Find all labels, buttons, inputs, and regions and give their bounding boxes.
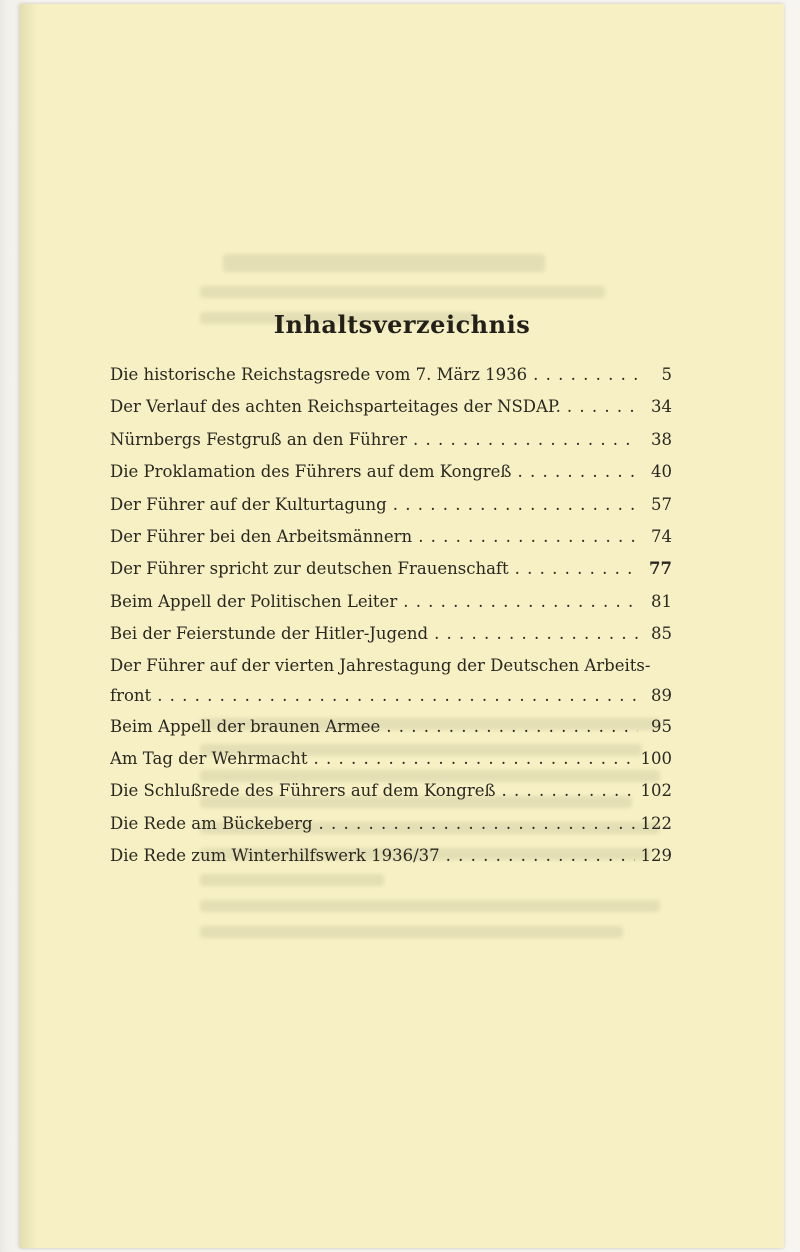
- leader-dots: [567, 391, 638, 423]
- toc-entry: [110, 553, 672, 585]
- leader-dots: [403, 586, 638, 618]
- toc-entry-title: Bei der Feierstunde der Hitler-Jugend: [110, 624, 429, 644]
- toc-entry-title: Die Proklamation des Führers auf dem Kongreß: [110, 462, 512, 482]
- toc-entry-title: Die Schlußrede des Führers auf dem Kongreß: [110, 781, 496, 801]
- leader-dots: [413, 424, 638, 456]
- toc-entry-title-continued: front: [110, 685, 152, 705]
- toc-entry-page: 95: [651, 716, 672, 736]
- leader-dots: [517, 456, 638, 488]
- leader-dots: [314, 743, 635, 775]
- leader-dots: [434, 618, 638, 650]
- toc-entry: [110, 456, 672, 488]
- toc-entry-page: 57: [651, 494, 672, 514]
- toc-entry-title: Der Verlauf des achten Reichsparteitages der NSDAP.: [110, 397, 561, 417]
- toc-entry-page: 5: [661, 364, 672, 384]
- toc-entry-page: 74: [651, 526, 672, 546]
- toc-entry-page: 100: [640, 748, 672, 768]
- leader-dots: [515, 553, 638, 585]
- page-title: Inhaltsverzeichnis: [273, 310, 531, 339]
- toc-entry-title: Beim Appell der Politischen Leiter: [110, 591, 398, 611]
- toc-entry: [110, 651, 672, 711]
- toc-entry-title: Nürnbergs Festgruß an den Führer: [110, 429, 407, 449]
- toc-entry: [110, 391, 672, 423]
- toc-entry-title: Der Führer auf der Kulturtagung: [110, 494, 387, 514]
- toc-entry: [110, 808, 672, 840]
- toc-entry-page: 129: [640, 846, 672, 866]
- book-page: [20, 4, 784, 1248]
- toc-entry: [110, 424, 672, 456]
- toc-entry-page: 34: [651, 397, 672, 417]
- toc-entry-page: 77: [649, 559, 672, 579]
- leader-dots: [386, 711, 638, 743]
- leader-dots: [157, 681, 638, 711]
- toc-entry: [110, 618, 672, 650]
- leader-dots: [418, 521, 638, 553]
- leader-dots: [319, 808, 635, 840]
- toc-entry-page: 122: [640, 813, 672, 833]
- leader-dots: [502, 775, 635, 807]
- toc-entry-page: 81: [651, 591, 672, 611]
- toc-entry-title: Der Führer auf der vierten Jahrestagung der Deutschen Arbeits-: [110, 655, 651, 675]
- toc-entry-page: 89: [651, 685, 672, 705]
- toc-entry: [110, 586, 672, 618]
- toc-entry-title: Der Führer bei den Arbeitsmännern: [110, 526, 413, 546]
- toc-entry-title: Am Tag der Wehrmacht: [110, 748, 308, 768]
- toc-entry: [110, 521, 672, 553]
- toc-entry-page: 40: [651, 462, 672, 482]
- toc-entry-title: Die Rede am Bückeberg: [110, 813, 313, 833]
- toc-entry: [110, 711, 672, 743]
- leader-dots: [533, 359, 638, 391]
- toc-entry-page: 85: [651, 624, 672, 644]
- toc-entry-title: Beim Appell der braunen Armee: [110, 716, 381, 736]
- toc-entry-page: 38: [651, 429, 672, 449]
- toc-entry-title: Die historische Reichstagsrede vom 7. März 1936: [110, 364, 528, 384]
- toc-entry: [110, 359, 672, 391]
- toc-entry: [110, 489, 672, 521]
- toc-entry-title: Der Führer spricht zur deutschen Frauenschaft: [110, 559, 509, 579]
- toc-entry: [110, 775, 672, 807]
- toc-entry-page: 102: [640, 781, 672, 801]
- toc-entry-title: Die Rede zum Winterhilfswerk 1936/37: [110, 846, 440, 866]
- table-of-contents: [110, 359, 672, 872]
- leader-dots: [446, 840, 635, 872]
- toc-entry: [110, 840, 672, 872]
- toc-entry: [110, 743, 672, 775]
- leader-dots: [393, 489, 638, 521]
